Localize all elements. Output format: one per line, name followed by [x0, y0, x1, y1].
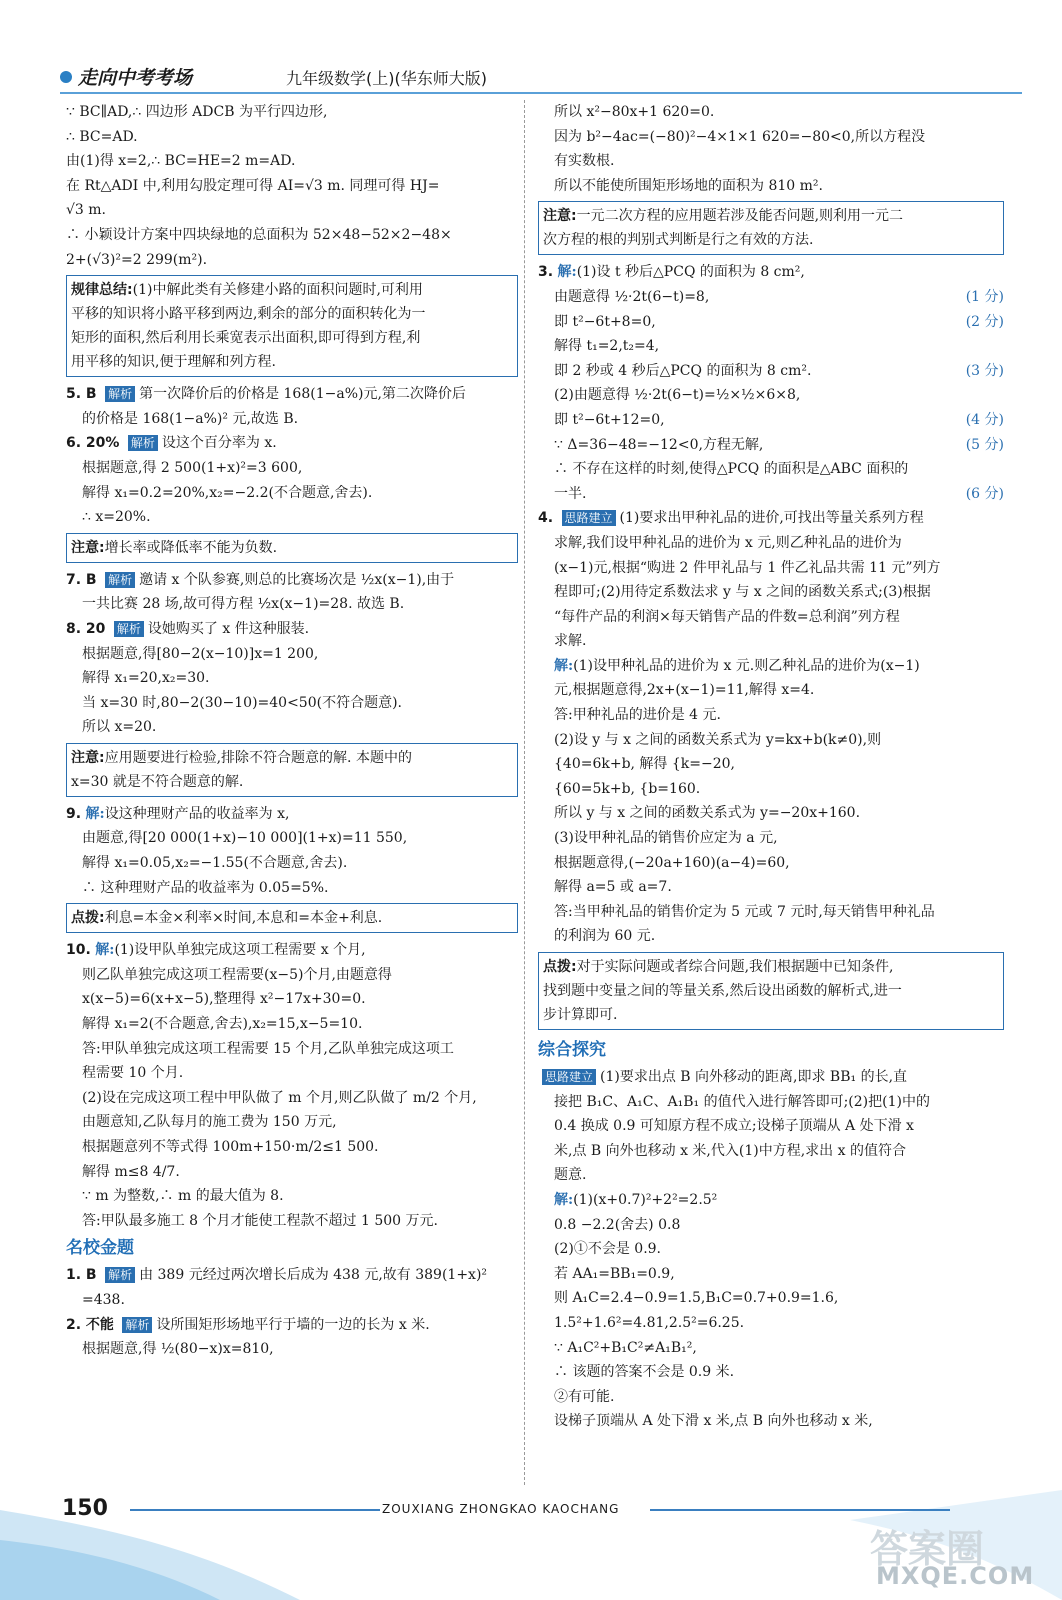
line-text: 求解.: [554, 633, 587, 650]
text-line: [538, 1114, 1004, 1139]
score-mark: (2 分): [965, 313, 1004, 330]
analysis-tag: 解析: [128, 435, 158, 451]
line-text: 根据题意,得[80−2(x−10)]x=1 200,: [82, 645, 319, 662]
text-line: [66, 1037, 518, 1062]
text-line: [66, 987, 518, 1012]
question-number: 8. 20: [66, 620, 106, 637]
line-text: 设这种理财产品的收益率为 x,: [104, 805, 290, 822]
column-divider: [524, 100, 525, 1485]
solution-label: 解:: [554, 1191, 574, 1208]
analysis-tag: 思路建立: [542, 1069, 596, 1085]
note-text: x=30 就是不符合题意的解.: [71, 773, 244, 790]
text-line: [538, 777, 1004, 802]
line-text: 元,根据题意得,2x+(x−1)=11,解得 x=4.: [554, 682, 815, 699]
line-text: ∴ x=20%.: [82, 509, 151, 526]
question-number: 7. B: [66, 571, 97, 588]
line-text: 由题意,得[20 000(1+x)−10 000](1+x)=11 550,: [82, 830, 408, 847]
text-line: [66, 826, 518, 851]
note-text: 利息=本金×利率×时间,本息和=本金+利息.: [104, 910, 383, 927]
text-line: [538, 100, 1004, 125]
text-line: [538, 1213, 1004, 1238]
note-line: [71, 746, 513, 770]
text-line: [538, 1262, 1004, 1287]
footer-line-left: [130, 1509, 380, 1511]
note-text: 矩形的面积,然后利用长乘宽表示出面积,即可得到方程,利: [71, 330, 421, 347]
line-text: (1)设 t 秒后△PCQ 的面积为 8 cm²,: [576, 264, 805, 281]
line-text: 求解,我们设甲种礼品的进价为 x 元,则乙种礼品的进价为: [554, 534, 902, 551]
line-text: (x−1)元,根据“购进 2 件甲礼品与 1 件乙礼品共需 11 元”列方: [554, 559, 941, 576]
text-line: [66, 1313, 518, 1338]
line-text: 则 A₁C=2.4−0.9=1.5,B₁C=0.7+0.9=1.6,: [554, 1290, 839, 1307]
text-line: [66, 174, 518, 199]
line-text: ∴ BC=AD.: [66, 128, 138, 145]
line-text: {60=5k+b, {b=160.: [554, 780, 701, 797]
text-line: [66, 568, 518, 593]
text-line: [66, 1263, 518, 1288]
text-line: [538, 1163, 1004, 1188]
text-line: [538, 875, 1004, 900]
line-text: 题意.: [554, 1167, 587, 1184]
text-line: [538, 310, 1004, 335]
line-text: 解得 x₁=20,x₂=30.: [82, 670, 210, 687]
line-text: 解得 x₁=2(不合题意,舍去),x₂=15,x−5=10.: [82, 1016, 363, 1033]
text-line: [66, 876, 518, 901]
text-line: [538, 1385, 1004, 1410]
note-text: 一元二次方程的应用题若涉及能否问题,则利用一元二: [576, 208, 904, 225]
note-box: [538, 952, 1004, 1030]
solution-label: 解:: [557, 264, 577, 281]
header-rule: [60, 92, 1022, 94]
text-line: [538, 605, 1004, 630]
text-line: [538, 359, 1004, 384]
text-line: [66, 617, 518, 642]
text-line: [538, 1065, 1004, 1090]
text-line: [538, 1237, 1004, 1262]
note-line: [543, 228, 999, 252]
watermark-url: MXQE.COM: [876, 1562, 1035, 1590]
left-column: [66, 100, 518, 1362]
note-box: [538, 201, 1004, 255]
text-line: [66, 963, 518, 988]
line-text: =438.: [82, 1291, 125, 1308]
line-text: 0.4 换成 0.9 可知原方程不成立;设梯子顶端从 A 处下滑 x: [554, 1118, 914, 1135]
analysis-tag: 解析: [105, 572, 135, 588]
text-line: [66, 100, 518, 125]
text-line: [538, 383, 1004, 408]
line-text: 根据题意,得 2 500(1+x)²=3 600,: [82, 459, 303, 476]
text-line: [66, 223, 518, 248]
line-text: 根据题意,得 ½(80−x)x=810,: [82, 1341, 274, 1358]
line-text: 解得 t₁=2,t₂=4,: [554, 338, 660, 355]
line-text: 设这个百分率为 x.: [161, 435, 277, 452]
line-text: 所以 x=20.: [82, 719, 157, 736]
question-number: 1. B: [66, 1267, 97, 1284]
note-label: 点拨:: [71, 910, 105, 927]
line-text: 2+(√3)²=2 299(m²).: [66, 251, 208, 268]
text-line: [66, 1110, 518, 1135]
text-line: [538, 1360, 1004, 1385]
text-line: [538, 1336, 1004, 1361]
note-text: 次方程的根的判别式判断是行之有效的方法.: [543, 232, 814, 249]
text-line: [538, 457, 1004, 482]
text-line: [538, 433, 1004, 458]
line-text: ∵ BC∥AD,∴ 四边形 ADCB 为平行四边形,: [66, 104, 328, 120]
line-text: ∵ Δ=36−48=−12<0,方程无解,: [554, 436, 764, 453]
note-label: 注意:: [543, 208, 577, 225]
text-line: [66, 1061, 518, 1086]
note-text: (1)中解此类有关修建小路的面积问题时,可利用: [132, 282, 423, 299]
text-line: [66, 125, 518, 150]
line-text: 设她购买了 x 件这种服装.: [147, 620, 310, 637]
page-header: [60, 62, 1022, 92]
line-text: (1)设甲队单独完成这项工程需要 x 个月,: [114, 942, 366, 959]
line-text: 接把 B₁C、A₁C、A₁B₁ 的值代入进行解答即可;(2)把(1)中的: [554, 1093, 930, 1110]
question-number: 10.: [66, 942, 91, 959]
line-text: 即 t²−6t+12=0,: [554, 411, 665, 428]
text-line: [66, 505, 518, 530]
analysis-tag: 解析: [105, 386, 135, 402]
score-mark: (1 分): [965, 288, 1004, 305]
line-text: 0.8 −2.2(舍去) 0.8: [554, 1216, 681, 1233]
text-line: [66, 431, 518, 456]
section-heading: 名校金题: [66, 1238, 134, 1259]
note-text: 增长率或降低率不能为负数.: [104, 539, 278, 556]
solution-label: 解:: [95, 942, 115, 959]
text-line: [538, 654, 1004, 679]
line-text: ∴ 不存在这样的时刻,使得△PCQ 的面积是△ABC 面积的: [554, 461, 909, 478]
text-line: [538, 1311, 1004, 1336]
line-text: (2)设在完成这项工程中甲队做了 m 个月,则乙队做了 m/2 个月,: [82, 1089, 477, 1106]
line-text: 解得 a=5 或 a=7.: [554, 879, 672, 896]
line-text: 设梯子顶端从 A 处下滑 x 米,点 B 向外也移动 x 米,: [554, 1413, 873, 1430]
solution-label: 解:: [554, 657, 574, 674]
score-mark: (5 分): [965, 436, 1004, 453]
text-line: [66, 691, 518, 716]
text-line: [538, 531, 1004, 556]
text-line: [66, 1135, 518, 1160]
line-text: 所以 x²−80x+1 620=0.: [554, 104, 715, 120]
line-text: (1)(x+0.7)²+2²=2.5²: [573, 1191, 718, 1208]
text-line: [66, 1160, 518, 1185]
score-mark: (4 分): [965, 411, 1004, 428]
text-line: [66, 642, 518, 667]
text-line: [538, 125, 1004, 150]
line-text: 所以 y 与 x 之间的函数关系式为 y=−20x+160.: [554, 805, 861, 822]
text-line: [538, 580, 1004, 605]
line-text: 解得 x₁=0.2=20%,x₂=−2.2(不合题意,舍去).: [82, 484, 373, 501]
text-line: [66, 1086, 518, 1111]
solution-label: 解:: [85, 805, 105, 822]
text-line: [66, 1012, 518, 1037]
line-text: 则乙队单独完成这项工程需要(x−5)个月,由题意得: [82, 966, 392, 983]
text-line: [538, 482, 1004, 507]
note-line: [71, 302, 513, 326]
note-line: [543, 204, 999, 228]
bullet-icon: [60, 71, 72, 83]
line-text: (2)①不会是 0.9.: [554, 1241, 661, 1258]
note-text: 步计算即可.: [543, 1007, 618, 1023]
note-label: 注意:: [71, 749, 105, 766]
book-brand: 走向中考考场: [78, 67, 193, 89]
text-line: [538, 1409, 1004, 1434]
question-number: 4.: [538, 510, 554, 527]
text-line: [538, 149, 1004, 174]
text-line: [66, 1337, 518, 1362]
footer-line-right: [650, 1509, 950, 1511]
text-line: [66, 715, 518, 740]
book-subtitle: 九年级数学(上)(华东师大版): [286, 69, 487, 88]
watermark-logo: 答案圈: [870, 1527, 985, 1571]
line-text: 根据题意得,(−20a+160)(a−4)=60,: [554, 854, 790, 871]
text-line: [66, 938, 518, 963]
line-text: 1.5²+1.6²=4.81,2.5²=6.25.: [554, 1314, 745, 1331]
line-text: 一半.: [554, 485, 587, 502]
text-line: [66, 382, 518, 407]
page-number: 150: [62, 1496, 108, 1521]
note-line: [71, 770, 513, 794]
line-text: ∴ 该题的答案不会是 0.9 米.: [554, 1364, 735, 1381]
note-line: [543, 955, 999, 979]
note-box: [66, 903, 518, 933]
line-text: 在 Rt△ADI 中,利用勾股定理可得 AI=√3 m. 同理可得 HJ=: [66, 177, 440, 194]
line-text: 程需要 10 个月.: [82, 1065, 184, 1082]
note-line: [71, 350, 513, 374]
text-line: [66, 1184, 518, 1209]
text-line: [538, 826, 1004, 851]
note-line: [71, 326, 513, 350]
note-line: [71, 536, 513, 560]
line-text: 邀请 x 个队参赛,则总的比赛场次是 ½x(x−1),由于: [139, 571, 455, 588]
line-text: 当 x=30 时,80−2(30−10)=40<50(不符合题意).: [82, 694, 402, 711]
line-text: 的利润为 60 元.: [554, 928, 656, 945]
note-line: [543, 979, 999, 1003]
text-line: [66, 481, 518, 506]
text-line: [538, 752, 1004, 777]
line-text: ②有可能.: [554, 1388, 615, 1405]
text-line: [538, 556, 1004, 581]
line-text: 解得 m≤8 4/7.: [82, 1163, 180, 1180]
line-text: 设所围矩形场地平行于墙的一边的长为 x 米.: [156, 1316, 430, 1333]
note-text: 平移的知识将小路平移到两边,剩余的部分的面积转化为一: [71, 306, 426, 323]
footer-series-name: ZOUXIANG ZHONGKAO KAOCHANG: [382, 1502, 620, 1516]
text-line: [538, 174, 1004, 199]
question-number: 9.: [66, 805, 82, 822]
analysis-tag: 解析: [114, 621, 144, 637]
line-text: 答:甲种礼品的进价是 4 元.: [554, 707, 721, 724]
line-text: ∵ A₁C²+B₁C²≠A₁B₁²,: [554, 1339, 697, 1356]
line-text: (3)设甲种礼品的销售价应定为 a 元,: [554, 830, 778, 847]
note-text: 应用题要进行检验,排除不符合题意的解. 本题中的: [104, 749, 412, 766]
line-text: 根据题意列不等式得 100m+150·m/2≤1 500.: [82, 1139, 379, 1155]
line-text: 第一次降价后的价格是 168(1−a%)元,第二次降价后: [139, 386, 466, 403]
line-text: 解得 x₁=0.05,x₂=−1.55(不合题意,舍去).: [82, 855, 348, 872]
note-text: 对于实际问题或者综合问题,我们根据题中已知条件,: [576, 959, 894, 975]
note-box: [66, 275, 518, 377]
note-label: 规律总结:: [71, 282, 133, 299]
text-line: [66, 149, 518, 174]
text-line: [538, 408, 1004, 433]
line-text: 因为 b²−4ac=(−80)²−4×1×1 620=−80<0,所以方程没: [554, 128, 926, 145]
text-line: [538, 1090, 1004, 1115]
note-line: [71, 278, 513, 302]
text-line: [538, 1139, 1004, 1164]
text-line: [538, 506, 1004, 531]
line-text: 即 2 秒或 4 秒后△PCQ 的面积为 8 cm².: [554, 362, 812, 379]
note-label: 点拨:: [543, 959, 577, 975]
line-text: 有实数根.: [554, 153, 615, 170]
question-number: 3.: [538, 264, 554, 281]
note-label: 注意:: [71, 539, 105, 556]
line-text: 答:当甲种礼品的销售价定为 5 元或 7 元时,每天销售甲种礼品: [554, 903, 935, 920]
line-text: 由题意得 ½·2t(6−t)=8,: [554, 288, 710, 305]
section-heading: 综合探究: [538, 1040, 606, 1060]
text-line: [538, 728, 1004, 753]
text-line: [66, 592, 518, 617]
text-line: [538, 1286, 1004, 1311]
text-line: [66, 851, 518, 876]
line-text: (1)设甲种礼品的进价为 x 元.则乙种礼品的进价为(x−1): [573, 657, 920, 674]
text-line: [538, 260, 1004, 285]
note-text: 用平移的知识,便于理解和列方程.: [71, 354, 276, 371]
question-number: 2. 不能: [66, 1316, 114, 1333]
line-text: 由(1)得 x=2,∴ BC=HE=2 m=AD.: [66, 153, 296, 170]
text-line: [66, 802, 518, 827]
line-text: (1)要求出点 B 向外移动的距离,即求 BB₁ 的长,直: [600, 1069, 908, 1085]
line-text: {40=6k+b, 解得 {k=−20,: [554, 756, 736, 773]
line-text: ∴ 小颖设计方案中四块绿地的总面积为 52×48−52×2−48×: [66, 226, 452, 243]
line-text: 答:甲队最多施工 8 个月才能使工程款不超过 1 500 万元.: [82, 1212, 438, 1229]
text-line: [538, 678, 1004, 703]
text-line: [66, 198, 518, 223]
score-mark: (6 分): [965, 485, 1004, 502]
text-line: [538, 851, 1004, 876]
analysis-tag: 解析: [122, 1317, 152, 1333]
line-text: 程即可;(2)用待定系数法求 y 与 x 之间的函数关系式;(3)根据: [554, 584, 931, 601]
note-box: [66, 743, 518, 797]
line-text: “每件产品的利润×每天销售产品的件数=总利润”列方程: [554, 608, 900, 625]
question-number: 6. 20%: [66, 435, 120, 452]
line-text: (2)由题意得 ½·2t(6−t)=½×½×6×8,: [554, 387, 801, 404]
line-text: 一共比赛 28 场,故可得方程 ½x(x−1)=28. 故选 B.: [82, 596, 405, 613]
line-text: (2)设 y 与 x 之间的函数关系式为 y=kx+b(k≠0),则: [554, 731, 882, 748]
line-text: 所以不能使所围矩形场地的面积为 810 m².: [554, 177, 823, 194]
line-text: 的价格是 168(1−a%)² 元,故选 B.: [82, 410, 299, 427]
text-line: [538, 900, 1004, 925]
line-text: ∴ 这种理财产品的收益率为 0.05=5%.: [82, 879, 329, 896]
line-text: (1)要求出甲种礼品的进价,可找出等量关系列方程: [619, 510, 924, 527]
line-text: 答:甲队单独完成这项工程需要 15 个月,乙队单独完成这项工: [82, 1040, 454, 1057]
line-text: 由题意知,乙队每月的施工费为 150 万元,: [82, 1114, 337, 1131]
line-text: ∵ m 为整数,∴ m 的最大值为 8.: [82, 1188, 284, 1205]
line-text: 若 AA₁=BB₁=0.9,: [554, 1265, 675, 1282]
text-line: [538, 629, 1004, 654]
analysis-tag: 解析: [105, 1267, 135, 1283]
text-line: [538, 285, 1004, 310]
line-text: 由 389 元经过两次增长后成为 438 元,故有 389(1+x)²: [139, 1267, 488, 1284]
text-line: [538, 1188, 1004, 1213]
analysis-tag: 思路建立: [562, 510, 616, 526]
line-text: √3 m.: [66, 202, 107, 219]
note-line: [71, 906, 513, 930]
line-text: x(x−5)=6(x+x−5),整理得 x²−17x+30=0.: [82, 991, 366, 1008]
note-text: 找到题中变量之间的等量关系,然后设出函数的解析式,进一: [543, 983, 902, 999]
note-line: [543, 1003, 999, 1027]
note-box: [66, 533, 518, 563]
line-text: 米,点 B 向外也移动 x 米,代入(1)中方程,求出 x 的值符合: [554, 1142, 906, 1159]
text-line: [66, 407, 518, 432]
text-line: [66, 1288, 518, 1313]
text-line: [66, 666, 518, 691]
text-line: [538, 801, 1004, 826]
text-line: [66, 248, 518, 273]
score-mark: (3 分): [965, 362, 1004, 379]
right-column: [538, 100, 1004, 1434]
text-line: [66, 456, 518, 481]
text-line: [538, 703, 1004, 728]
text-line: [538, 924, 1004, 949]
text-line: [538, 334, 1004, 359]
question-number: 5. B: [66, 386, 97, 403]
line-text: 即 t²−6t+8=0,: [554, 313, 656, 330]
text-line: [66, 1209, 518, 1234]
